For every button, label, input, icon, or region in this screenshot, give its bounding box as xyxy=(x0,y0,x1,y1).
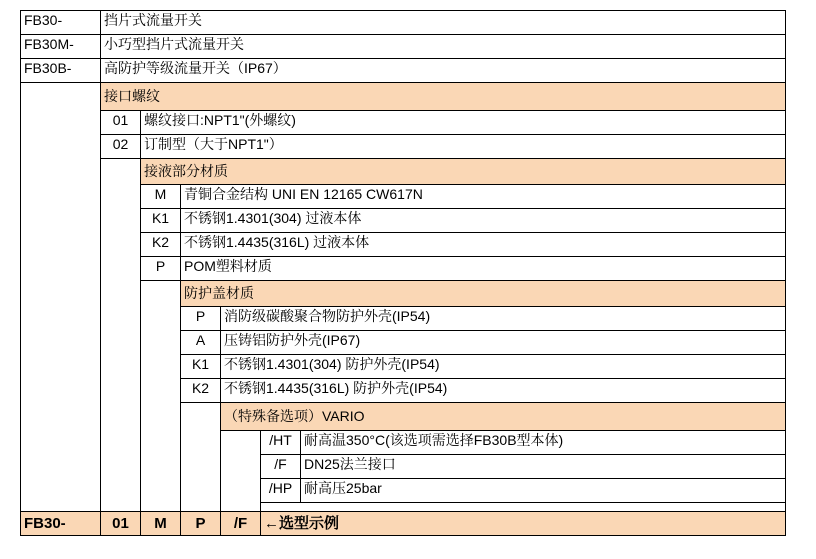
wetted-desc: 不锈钢1.4435(316L) 过液本体 xyxy=(180,232,786,257)
special-desc: 耐高压25bar xyxy=(300,478,786,503)
cover-desc: 消防级碳酸聚合物防护外壳(IP54) xyxy=(220,306,786,331)
special-code: /HP xyxy=(260,478,301,503)
wetted-desc: 青铜合金结构 UNI EN 12165 CW617N xyxy=(180,184,786,209)
cover-desc: 不锈钢1.4435(316L) 防护外壳(IP54) xyxy=(220,378,786,403)
connection-desc: 订制型（大于NPT1"） xyxy=(140,134,786,159)
wetted-desc: POM塑料材质 xyxy=(180,256,786,281)
wetted-desc: 不锈钢1.4301(304) 过液本体 xyxy=(180,208,786,233)
cover-code: A xyxy=(180,330,221,355)
cover-desc: 压铸铝防护外壳(IP67) xyxy=(220,330,786,355)
connection-code: 01 xyxy=(100,110,141,135)
wetted-code: P xyxy=(140,256,181,281)
wetted-code: K1 xyxy=(140,208,181,233)
connection-code: 02 xyxy=(100,134,141,159)
example-cover-code: P xyxy=(180,511,221,536)
special-desc: 耐高温350°C(该选项需选择FB30B型本体) xyxy=(300,430,786,455)
cover-code: K2 xyxy=(180,378,221,403)
model-desc: 高防护等级流量开关（IP67） xyxy=(100,58,786,83)
model-code: FB30- xyxy=(20,10,101,35)
model-column-spacer xyxy=(20,82,101,512)
connection-desc: 螺纹接口:NPT1"(外螺纹) xyxy=(140,110,786,135)
special-desc: DN25法兰接口 xyxy=(300,454,786,479)
wetted-code: K2 xyxy=(140,232,181,257)
cover-header: 防护盖材质 xyxy=(180,280,786,307)
cover-code: P xyxy=(180,306,221,331)
model-desc: 挡片式流量开关 xyxy=(100,10,786,35)
example-label: ←选型示例 xyxy=(260,511,786,536)
wetted-header: 接液部分材质 xyxy=(140,158,786,185)
example-special-code: /F xyxy=(220,511,261,536)
special-header: （特殊备选项）VARIO xyxy=(220,402,786,431)
example-wetted-code: M xyxy=(140,511,181,536)
connection-header: 接口螺纹 xyxy=(100,82,786,111)
model-desc: 小巧型挡片式流量开关 xyxy=(100,34,786,59)
example-connection-code: 01 xyxy=(100,511,141,536)
wetted-code: M xyxy=(140,184,181,209)
cover-desc: 不锈钢1.4301(304) 防护外壳(IP54) xyxy=(220,354,786,379)
special-code: /F xyxy=(260,454,301,479)
cover-code: K1 xyxy=(180,354,221,379)
special-code: /HT xyxy=(260,430,301,455)
model-code: FB30M- xyxy=(20,34,101,59)
special-column-spacer xyxy=(220,430,261,512)
connection-column-spacer xyxy=(100,158,141,512)
example-model-code: FB30- xyxy=(20,511,101,536)
model-code: FB30B- xyxy=(20,58,101,83)
wetted-column-spacer xyxy=(140,280,181,512)
cover-column-spacer xyxy=(180,402,221,512)
